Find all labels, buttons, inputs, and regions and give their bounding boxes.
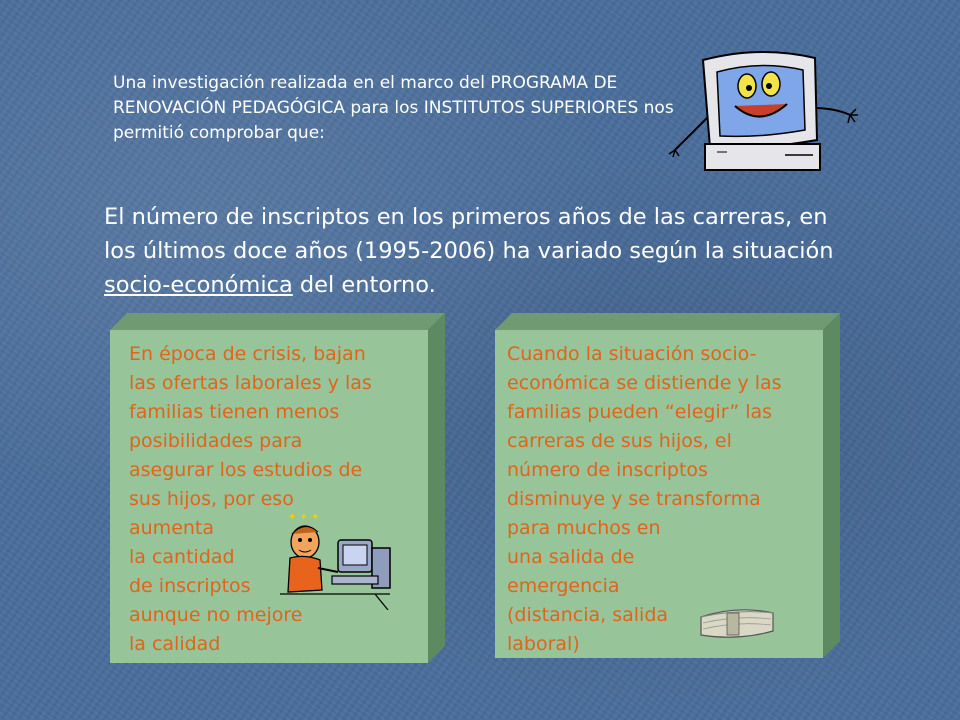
- money-bundle-icon: [697, 603, 777, 643]
- left-box: [110, 313, 445, 663]
- main-text-part1: El número de inscriptos en los primeros años de las carreras, en los últimos doce años (1995-2006) ha variado según la situación: [104, 204, 834, 264]
- right-box: [495, 313, 840, 658]
- intro-text: Una investigación realizada en el marco del PROGRAMA DE RENOVACIÓN PEDAGÓGICA para los INSTITUTOS SUPERIORES nos permitió comprobar que:: [113, 73, 674, 143]
- right-box-text: Cuando la situación socio- económica se distiende y las familias pueden “elegir” las carreras de sus hijos, el número de inscriptos disminuye y se transforma para muchos en una salida de emergencia (distancia, salida laboral): [507, 343, 782, 655]
- main-text-part2: del entorno.: [292, 272, 436, 298]
- main-text-underlined: socio-económica: [104, 272, 293, 298]
- stressed-student-computer-icon: [280, 510, 400, 610]
- main-statement: [104, 200, 864, 302]
- left-box-text: En época de crisis, bajan las ofertas laborales y las familias tienen menos posibilidades para asegurar los estudios de sus hijos, por eso aumenta la cantidad de inscriptos aunque no mejore la calidad: [129, 343, 372, 655]
- svg-text:✦ ✦ ✦: ✦ ✦ ✦: [288, 512, 320, 523]
- smiling-monitor-icon: [665, 40, 865, 180]
